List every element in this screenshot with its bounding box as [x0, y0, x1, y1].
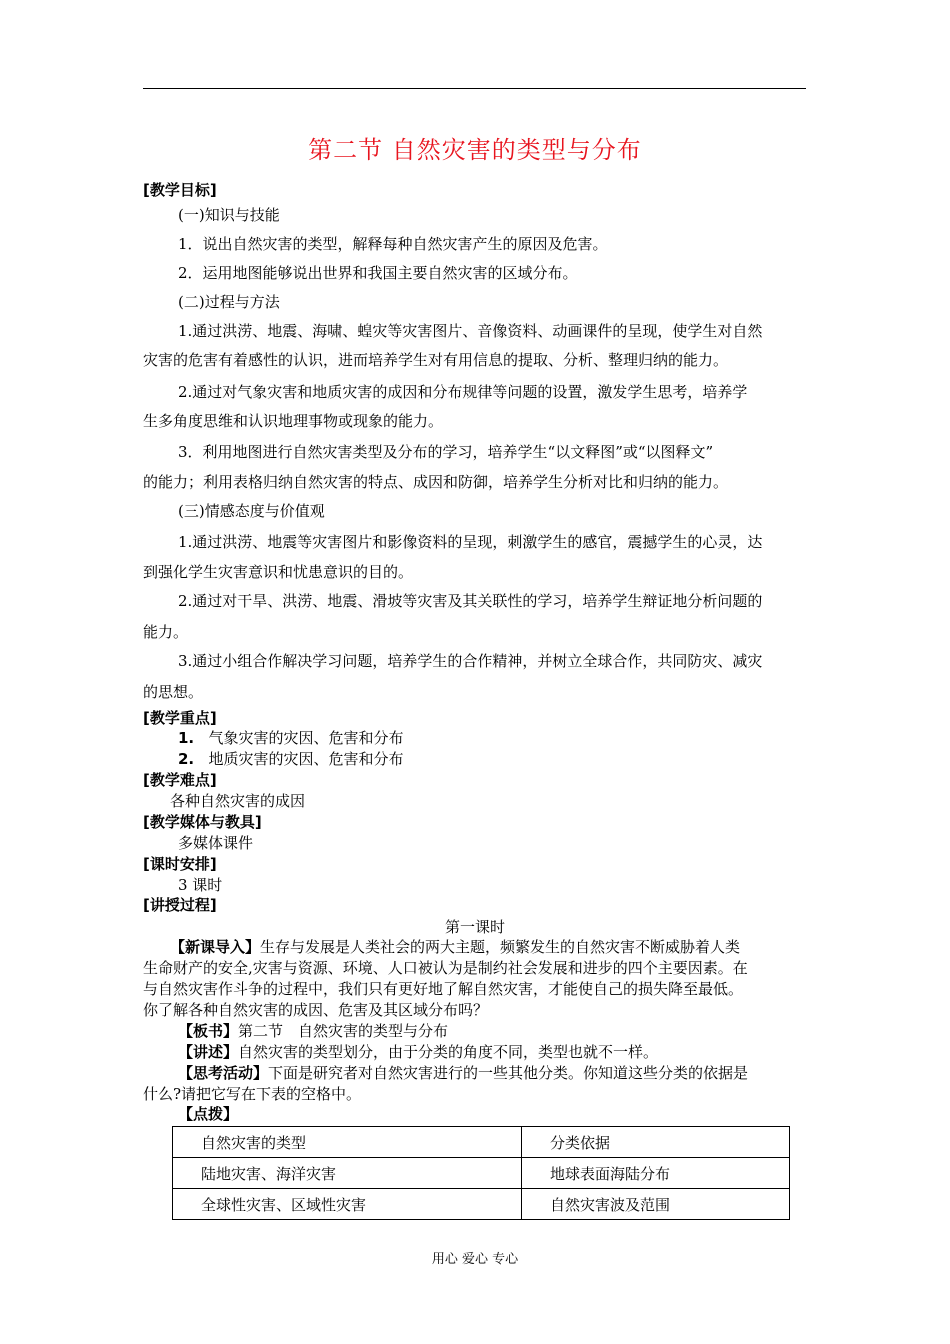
knowledge-item-2: 2．运用地图能够说出世界和我国主要自然灾害的区域分布。 [178, 264, 578, 282]
emotion-item-1-line-2: 到强化学生灾害意识和忧患意识的目的。 [143, 563, 414, 581]
page-footer: 用心 爱心 专心 [431, 1252, 519, 1267]
objectives-heading: [教学目标] [143, 181, 217, 199]
table-cell: 自然灾害波及范围 [522, 1189, 790, 1220]
lesson-1-title: 第一课时 [444, 918, 505, 936]
table-row [173, 1158, 790, 1189]
media-heading: [教学媒体与教具] [143, 813, 262, 831]
table-header-row [173, 1127, 790, 1158]
knowledge-label: (一)知识与技能 [178, 206, 280, 224]
table-row [173, 1189, 790, 1220]
table-cell: 全球性灾害、区域性灾害 [173, 1189, 522, 1220]
board-label: 【板书】 [178, 1022, 239, 1040]
page-title: 第二节 自然灾害的类型与分布 [308, 136, 642, 164]
intro-line-1 [170, 937, 740, 957]
media-text: 多媒体课件 [178, 834, 254, 852]
key-point-2-text: 地质灾害的灾因、危害和分布 [208, 750, 404, 768]
intro-line-2: 生命财产的安全,灾害与资源、环境、人口被认为是制约社会发展和进步的四个主要因素。在 [143, 959, 748, 977]
think-text-1: 下面是研究者对自然灾害进行的一些其他分类。你知道这些分类的依据是 [268, 1064, 749, 1082]
lecture-label: 【讲述】 [178, 1043, 239, 1061]
lecture-text: 自然灾害的类型划分，由于分类的角度不同，类型也就不一样。 [238, 1043, 659, 1061]
emotion-item-1-line-1: 1.通过洪涝、地震等灾害图片和影像资料的呈现，刺激学生的感官，震撼学生的心灵，达 [178, 533, 763, 551]
schedule-heading: [课时安排] [143, 855, 217, 873]
intro-line-4: 你了解各种自然灾害的成因、危害及其区域分布吗？ [143, 1001, 489, 1019]
key-point-2-number: 2. [178, 750, 195, 768]
emotion-label: (三)情感态度与价值观 [178, 502, 325, 520]
lecture-line [178, 1042, 658, 1062]
process-item-1-line-1: 1.通过洪涝、地震、海啸、蝗灾等灾害图片、音像资料、动画课件的呈现，使学生对自然 [178, 322, 763, 340]
think-label: 【思考活动】 [178, 1064, 269, 1082]
difficulty-text: 各种自然灾害的成因 [170, 792, 306, 810]
key-point-2 [178, 749, 403, 769]
board-line [178, 1021, 448, 1041]
think-line-2: 什么?请把它写在下表的空格中。 [143, 1085, 362, 1103]
key-points-heading: [教学重点] [143, 709, 217, 727]
process-label: (二)过程与方法 [178, 293, 280, 311]
schedule-text: 3 课时 [178, 876, 223, 894]
emotion-item-3-line-2: 的思想。 [143, 683, 204, 701]
process-item-3-line-1: 3．利用地图进行自然灾害类型及分布的学习，培养学生“以文释图”或“以图释文” [178, 443, 714, 461]
intro-line-3: 与自然灾害作斗争的过程中，我们只有更好地了解自然灾害，才能使自己的损失降至最低。 [143, 980, 744, 998]
header-rule [143, 88, 806, 89]
emotion-item-3-line-1: 3.通过小组合作解决学习问题，培养学生的合作精神，并树立全球合作，共同防灾、减灾 [178, 652, 763, 670]
process-item-2-line-1: 2.通过对气象灾害和地质灾害的成因和分布规律等问题的设置，激发学生思考，培养学 [178, 383, 748, 401]
table-cell: 陆地灾害、海洋灾害 [173, 1158, 522, 1189]
think-line-1 [178, 1063, 748, 1083]
classification-table [172, 1126, 790, 1220]
key-point-1 [178, 728, 403, 748]
hint-label: 【点拨】 [178, 1105, 239, 1123]
board-text: 第二节 自然灾害的类型与分布 [238, 1022, 449, 1040]
intro-label: 【新课导入】 [170, 938, 261, 956]
process-heading: [讲授过程] [143, 896, 217, 914]
table-header-cell: 自然灾害的类型 [173, 1127, 522, 1158]
difficulty-heading: [教学难点] [143, 771, 217, 789]
emotion-item-2-line-2: 能力。 [143, 623, 189, 641]
process-item-2-line-2: 生多角度思维和认识地理事物或现象的能力。 [143, 412, 444, 430]
table-cell: 地球表面海陆分布 [522, 1158, 790, 1189]
table-header-cell: 分类依据 [522, 1127, 790, 1158]
emotion-item-2-line-1: 2.通过对干旱、洪涝、地震、滑坡等灾害及其关联性的学习，培养学生辩证地分析问题的 [178, 592, 763, 610]
process-item-3-line-2: 的能力；利用表格归纳自然灾害的特点、成因和防御，培养学生分析对比和归纳的能力。 [143, 473, 729, 491]
intro-text-1: 生存与发展是人类社会的两大主题，频繁发生的自然灾害不断威胁着人类 [260, 938, 741, 956]
key-point-1-text: 气象灾害的灾因、危害和分布 [208, 729, 404, 747]
knowledge-item-1: 1．说出自然灾害的类型，解释每种自然灾害产生的原因及危害。 [178, 235, 608, 253]
key-point-1-number: 1. [178, 729, 195, 747]
process-item-1-line-2: 灾害的危害有着感性的认识，进而培养学生对有用信息的提取、分析、整理归纳的能力。 [143, 351, 729, 369]
